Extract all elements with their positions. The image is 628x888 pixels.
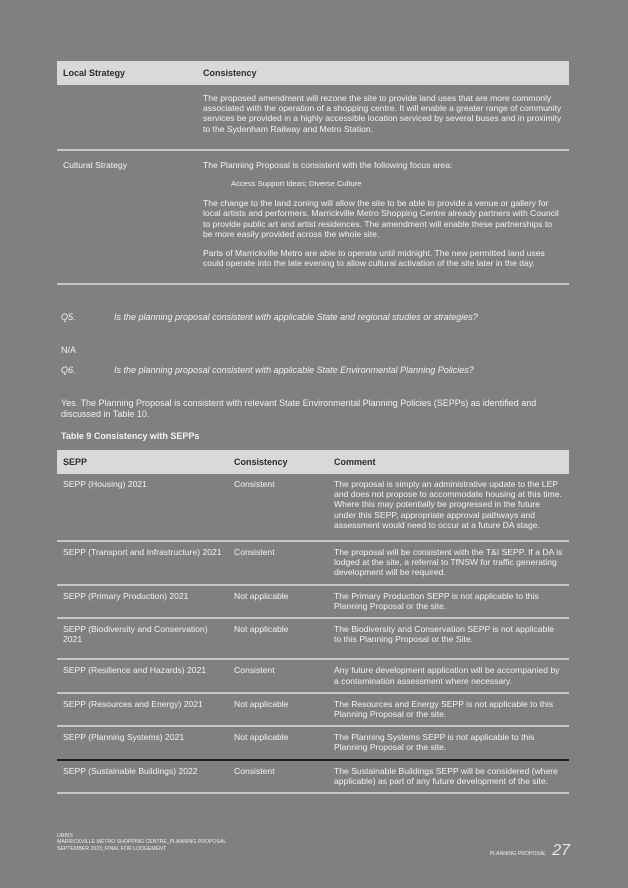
column-header: Local Strategy [57, 61, 197, 85]
table-row [57, 618, 569, 659]
question-text: Is the planning proposal consistent with applicable State and regional studies or strategies? [114, 312, 478, 322]
column-header: Consistency [197, 61, 569, 85]
footer-document-info [57, 833, 226, 852]
question-number: Q5. [61, 312, 76, 322]
sepp-cell: SEPP (Sustainable Buildings) 2022 [57, 760, 228, 793]
consistency-cell: Consistent [228, 659, 328, 692]
consistency-text: The proposed amendment will rezone the site to provide land uses that are more commonly associated with the operation of a shopping centre. It will enable a greater range of community services be provided in a highly accessible location serviced by several buses and in proximity to the Sydenham Railway and Metro Station. [203, 93, 562, 134]
answer-q6: Yes. The Planning Proposal is consistent with relevant State Environmental Planning Policies (SEPPs) as identified and discussed in Table 10. [61, 398, 537, 419]
comment-cell: The proposal is simply an administrative update to the LEP and does not propose to accommodate housing at this time. Where this may potentially be progressed in the future under this SEPP, appropriate approval pathways and assessment would need to occur at a future DA stage. [334, 479, 562, 530]
table-row [57, 693, 569, 726]
sepp-cell: SEPP (Primary Production) 2021 [57, 585, 228, 618]
consistency-cell: Not applicable [228, 693, 328, 726]
consistency-cell: Not applicable [228, 618, 328, 659]
comment-cell: Any future development application will be accompanied by a contamination assessment where necessary. [328, 659, 569, 692]
consistency-text: The change to the land zoning will allow the site to be able to provide a venue or gallery for local artists and performers. Marrickville Metro Shopping Centre already partners with Council to provide public art and artist residences. The amendment will enable these partnerships to be more easily provided across the whole site. [203, 198, 559, 239]
footer-company: URBIS [57, 833, 73, 839]
consistency-cell: Not applicable [228, 585, 328, 618]
local-strategy-table [57, 61, 569, 285]
sepp-table [57, 450, 569, 794]
table-caption: Table 9 Consistency with SEPPs [61, 431, 200, 441]
comment-cell: The Resources and Energy SEPP is not applicable to this Planning Proposal or the site. [328, 693, 569, 726]
page-number: 27 [552, 842, 570, 859]
strategy-cell [57, 85, 197, 150]
table-row [57, 760, 569, 793]
column-header: Consistency [228, 450, 328, 474]
column-header: SEPP [57, 450, 228, 474]
table-row [57, 726, 569, 759]
consistency-text: The Planning Proposal is consistent with the following focus area: [203, 159, 453, 170]
sepp-cell: SEPP (Housing) 2021 [63, 479, 147, 489]
answer-q5: N/A [61, 345, 77, 355]
consistency-text: Parts of Marrickville Metro are able to operate until midnight. The new permitted land uses could operate into the late evening to allow cultural activation of the site later in the day. [203, 248, 545, 269]
consistency-cell: Consistent [234, 479, 275, 489]
table-header-row [57, 61, 569, 85]
sepp-cell: SEPP (Resilience and Hazards) 2021 [57, 659, 228, 692]
footer-section: PLANNING PROPOSAL [489, 851, 547, 857]
table-row [57, 474, 569, 541]
focus-area: Access Support Ideas; Diverse Culture [231, 179, 362, 189]
comment-cell: The Primary Production SEPP is not applicable to this Planning Proposal or the site. [328, 585, 569, 618]
consistency-cell: Not applicable [228, 726, 328, 759]
consistency-cell [197, 85, 569, 150]
sepp-cell: SEPP (Transport and Infrastructure) 2021 [57, 541, 228, 585]
question-text: Is the planning proposal consistent with applicable State Environmental Planning Policies? [114, 365, 474, 375]
strategy-cell: Cultural Strategy [57, 150, 197, 285]
table-row [57, 85, 569, 150]
footer-doc-subtitle: SEPTEMBER 2023_FINAL FOR LODGEMENT [57, 845, 167, 852]
table-row [57, 659, 569, 692]
consistency-cell: Consistent [228, 541, 328, 585]
question-number: Q6. [61, 365, 76, 375]
sepp-cell: SEPP (Planning Systems) 2021 [57, 726, 228, 759]
table-row [57, 585, 569, 618]
consistency-cell [197, 150, 569, 285]
footer-doc-title: MARRICKVILLE METRO SHOPPING CENTRE_PLANNING PROPOSAL [57, 839, 227, 846]
sepp-cell: SEPP (Resources and Energy) 2021 [57, 693, 228, 726]
table-header-row [57, 450, 569, 474]
sepp-cell: SEPP (Biodiversity and Conservation) 2021 [57, 618, 228, 659]
comment-cell: The Sustainable Buildings SEPP will be considered (where applicable) as part of any future development of the site. [328, 760, 569, 793]
comment-cell: The Planning Systems SEPP is not applicable to this Planning Proposal or the site. [328, 726, 569, 759]
table-row [57, 541, 569, 585]
comment-cell: The Biodiversity and Conservation SEPP is not applicable to this Planning Proposal or the Site. [328, 618, 569, 659]
column-header: Comment [328, 450, 569, 474]
consistency-cell: Consistent [228, 760, 328, 793]
table-row [57, 150, 569, 285]
comment-cell: The proposal will be consistent with the T&I SEPP. If a DA is lodged at the site, a referral to TfNSW for traffic generating development will be required. [328, 541, 569, 585]
footer-page-info [490, 842, 570, 860]
